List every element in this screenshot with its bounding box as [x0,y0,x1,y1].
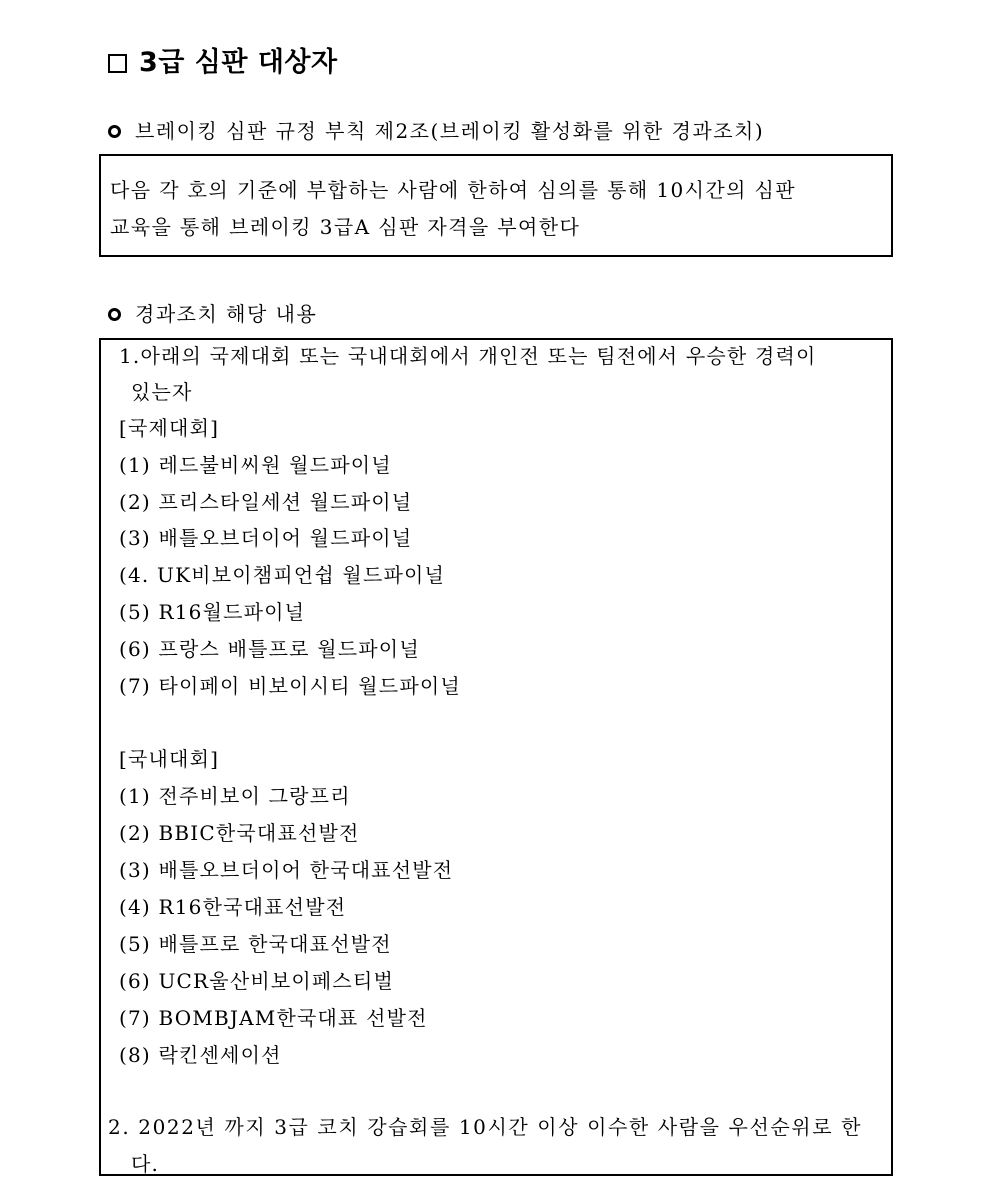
domestic-item: (7) BOMBJAM한국대표 선발전 [119,1006,428,1030]
section-heading-rules-text: 브레이킹 심판 규정 부칙 제2조(브레이킹 활성화를 위한 경과조치) [135,119,765,143]
international-item: (6) 프랑스 배틀프로 월드파이널 [119,637,420,661]
international-item: (3) 배틀오브더이어 월드파이널 [119,526,413,550]
domestic-item: (8) 락킨센세이션 [119,1043,282,1067]
item1-line1: 1.아래의 국제대회 또는 국내대회에서 개인전 또는 팀전에서 우승한 경력이 [119,344,817,368]
domestic-item: (2) BBIC한국대표선발전 [119,821,360,845]
international-item: (5) R16월드파이널 [119,600,306,624]
measures-box [99,338,893,1176]
circle-bullet-icon [108,308,121,321]
section-heading-measures-text: 경과조치 해당 내용 [135,302,318,326]
item2-line2: 다. [131,1152,160,1176]
domestic-item: (3) 배틀오브더이어 한국대표선발전 [119,858,454,882]
domestic-label: [국내대회] [119,747,220,771]
international-item: (1) 레드불비씨원 월드파이널 [119,453,392,477]
domestic-item: (5) 배틀프로 한국대표선발전 [119,932,392,956]
page-title [108,40,338,79]
page-title-text: 3급 심판 대상자 [139,47,338,78]
item1-line2: 있는자 [131,380,193,404]
domestic-item: (1) 전주비보이 그랑프리 [119,784,351,808]
international-item: (4. UK비보이챔피언쉽 월드파이널 [119,563,446,587]
domestic-item: (6) UCR울산비보이페스티벌 [119,969,394,993]
circle-bullet-icon [108,125,121,138]
rule-text-line-1: 다음 각 호의 기준에 부합하는 사람에 한하여 심의를 통해 10시간의 심판 [110,178,796,202]
international-item: (7) 타이페이 비보이시티 월드파이널 [119,674,461,698]
item2-line1: 2. 2022년 까지 3급 코치 강습회를 10시간 이상 이수한 사람을 우선순위로 한 [108,1115,863,1139]
domestic-item: (4) R16한국대표선발전 [119,895,347,919]
international-label: [국제대회] [119,416,220,440]
international-item: (2) 프리스타일세션 월드파이널 [119,490,413,514]
rule-text-line-2: 교육을 통해 브레이킹 3급A 심판 자격을 부여한다 [110,215,581,239]
checkbox-square-icon [108,54,127,73]
rule-text-box [99,154,893,257]
section-heading-measures [108,298,317,327]
section-heading-rules [108,115,764,144]
